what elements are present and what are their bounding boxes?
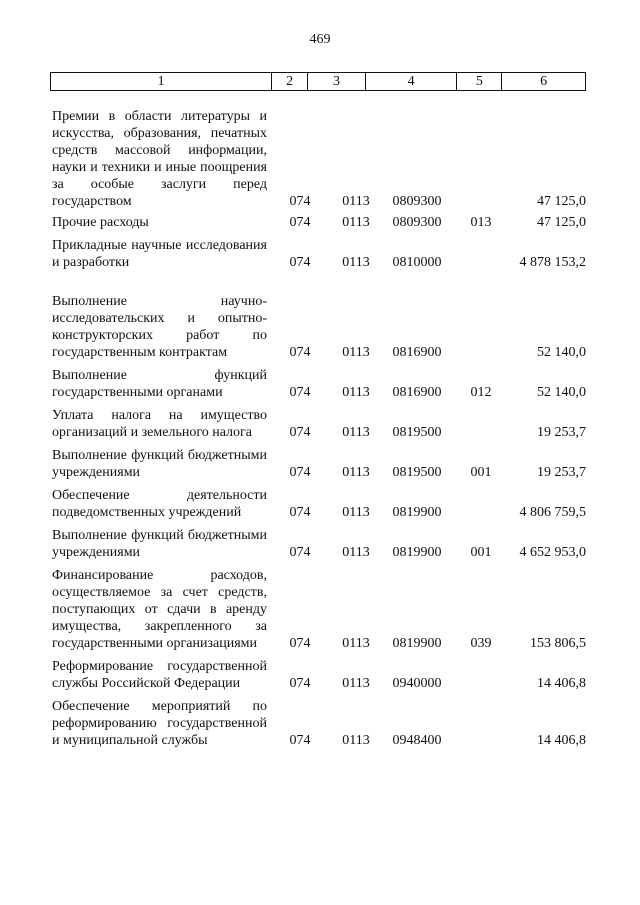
row-name: Премии в области литературы и искусства, образования, печатных средств массовой информации, науки и техники и иные поощрения за особые заслуги перед государством [52, 109, 267, 209]
row-expense: 039 [470, 636, 492, 651]
row-amount: 52 140,0 [537, 385, 586, 400]
table-row [52, 407, 586, 441]
row-section: 0113 [342, 255, 370, 270]
row-target: 0809300 [392, 194, 442, 209]
row-ministry: 074 [289, 385, 311, 400]
row-amount: 19 253,7 [537, 465, 586, 480]
header-col-2: 2 [272, 73, 308, 90]
row-section: 0113 [342, 636, 370, 651]
row-expense: 013 [470, 215, 492, 230]
row-ministry: 074 [289, 425, 311, 440]
row-amount: 4 652 953,0 [519, 545, 586, 560]
row-ministry: 074 [289, 345, 311, 360]
table-row [52, 214, 586, 231]
row-ministry: 074 [289, 545, 311, 560]
row-target: 0810000 [392, 255, 442, 270]
row-section: 0113 [342, 545, 370, 560]
row-ministry: 074 [289, 733, 311, 748]
row-target: 0819900 [392, 636, 442, 651]
page-number: 469 [309, 32, 331, 47]
row-name: Финансирование расходов, осуществляемое за счет средств, поступающих от сдачи в аренду имущества, закрепленного за государственными организациями [52, 568, 267, 651]
table-row [52, 658, 586, 692]
table-row [52, 698, 586, 749]
header-col-4: 4 [366, 73, 458, 90]
header-col-5: 5 [457, 73, 502, 90]
table-row [52, 447, 586, 481]
table-row [52, 237, 586, 271]
row-name: Выполнение функций бюджетными учреждениями [52, 528, 267, 560]
row-ministry: 074 [289, 255, 311, 270]
row-section: 0113 [342, 465, 370, 480]
row-target: 0948400 [392, 733, 442, 748]
row-ministry: 074 [289, 505, 311, 520]
row-target: 0819500 [392, 465, 442, 480]
table-header [50, 72, 586, 91]
row-amount: 52 140,0 [537, 345, 586, 360]
row-section: 0113 [342, 733, 370, 748]
table-row [52, 108, 586, 210]
row-ministry: 074 [289, 215, 311, 230]
row-target: 0819500 [392, 425, 442, 440]
table-row [52, 367, 586, 401]
row-section: 0113 [342, 505, 370, 520]
row-name: Прикладные научные исследования и разработки [52, 238, 267, 270]
row-target: 0940000 [392, 676, 442, 691]
header-col-3: 3 [308, 73, 366, 90]
row-target: 0819900 [392, 505, 442, 520]
table-row [52, 293, 586, 361]
row-expense: 001 [470, 465, 492, 480]
row-name: Выполнение функций бюджетными учреждениями [52, 448, 267, 480]
row-ministry: 074 [289, 465, 311, 480]
row-expense: 001 [470, 545, 492, 560]
row-name: Выполнение научно-исследовательских и опытно-конструкторских работ по государственным контрактам [52, 294, 267, 360]
header-col-6: 6 [540, 74, 548, 89]
row-section: 0113 [342, 215, 370, 230]
row-ministry: 074 [289, 636, 311, 651]
row-name: Реформирование государственной службы Российской Федерации [52, 659, 267, 691]
row-target: 0809300 [392, 215, 442, 230]
row-amount: 14 406,8 [537, 676, 586, 691]
row-expense: 012 [470, 385, 492, 400]
row-ministry: 074 [289, 194, 311, 209]
row-name: Обеспечение мероприятий по реформированию государственной и муниципальной службы [52, 699, 267, 748]
row-section: 0113 [342, 194, 370, 209]
row-amount: 153 806,5 [530, 636, 586, 651]
row-target: 0816900 [392, 385, 442, 400]
row-amount: 47 125,0 [537, 215, 586, 230]
row-amount: 4 806 759,5 [519, 505, 586, 520]
row-section: 0113 [342, 385, 370, 400]
row-amount: 14 406,8 [537, 733, 586, 748]
row-name: Обеспечение деятельности подведомственных учреждений [52, 488, 267, 520]
row-ministry: 074 [289, 676, 311, 691]
budget-table-body [52, 108, 586, 749]
row-amount: 4 878 153,2 [519, 255, 586, 270]
row-section: 0113 [342, 425, 370, 440]
row-amount: 19 253,7 [537, 425, 586, 440]
row-target: 0819900 [392, 545, 442, 560]
table-row [52, 527, 586, 561]
table-row [52, 487, 586, 521]
row-section: 0113 [342, 345, 370, 360]
row-name: Прочие расходы [52, 215, 149, 230]
header-col-1: 1 [51, 73, 272, 90]
row-name: Выполнение функций государственными органами [52, 368, 267, 400]
row-amount: 47 125,0 [537, 194, 586, 209]
row-name: Уплата налога на имущество организаций и земельного налога [52, 408, 267, 440]
table-row [52, 567, 586, 652]
row-section: 0113 [342, 676, 370, 691]
row-target: 0816900 [392, 345, 442, 360]
